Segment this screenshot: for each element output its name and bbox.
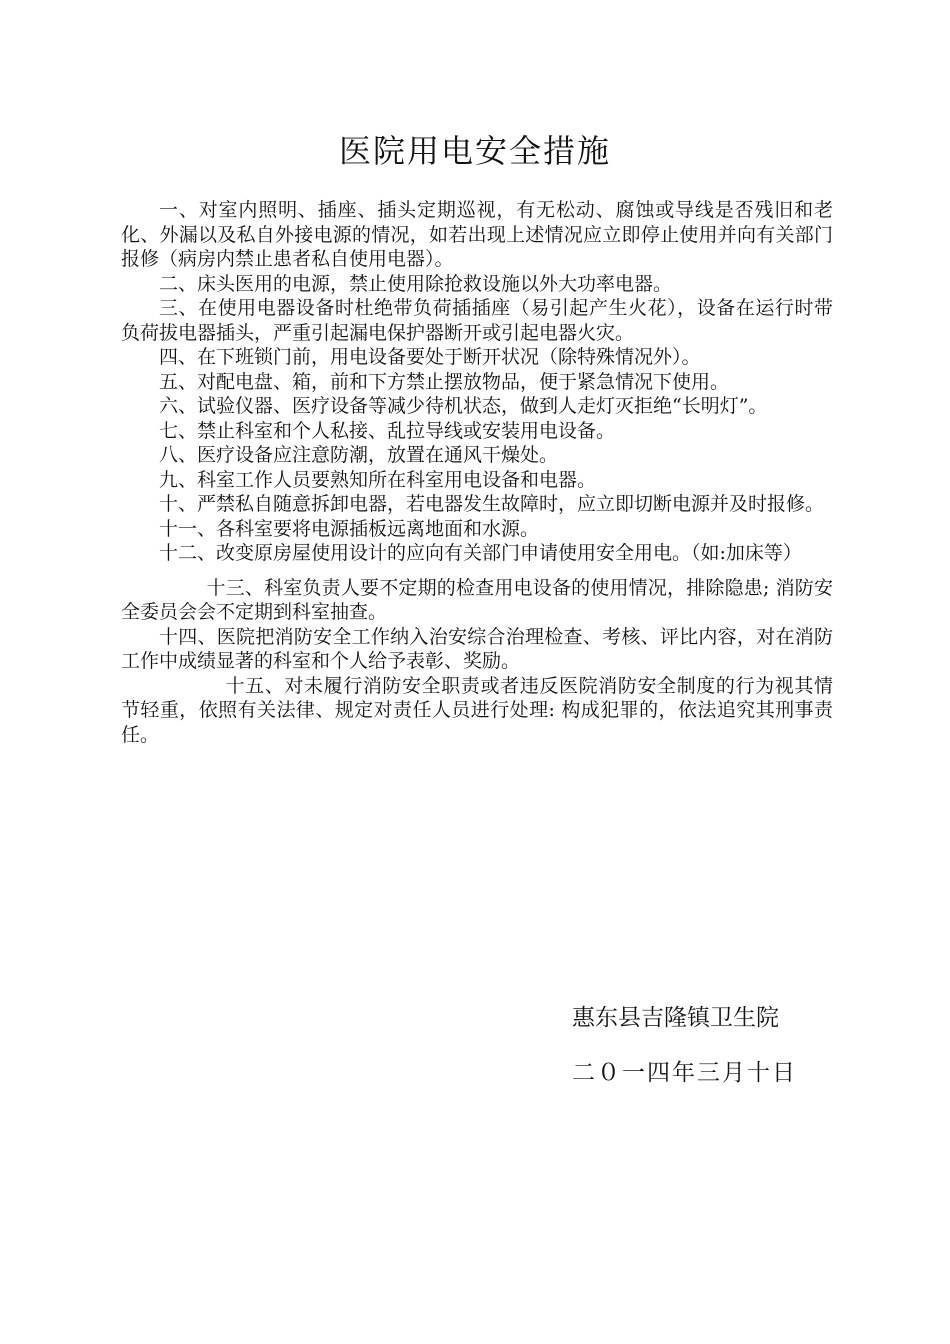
page-title: 医院用电安全措施 [338, 132, 611, 170]
paragraph-1: 一、对室内照明、插座、插头定期巡视，有无松动、腐蚀或导线是否残旧和老化、外漏以及私自外接电源的情况，如若出现上述情况应立即停止使用并向有关部门报修（病房内禁止患者私自使用电器）。 [121, 199, 833, 270]
paragraph-8: 八、医疗设备应注意防潮，放置在通风干燥处。 [159, 444, 559, 466]
signature-block [572, 1003, 797, 1088]
paragraph-14: 十四、医院把消防安全工作纳入治安综合治理检查、考核、评比内容，对在消防工作中成绩显著的科室和个人给予表彰、奖励。 [121, 625, 833, 672]
document-body [121, 198, 833, 747]
paragraph-7: 七、禁止科室和个人私接、乱拉导线或安装用电设备。 [159, 419, 616, 442]
paragraph-15: 十五、对未履行消防安全职责或者违反医院消防安全制度的行为视其情节轻重，依照有关法律、规定对责任人员进行处理: 构成犯罪的，依法追究其刑事责任。 [121, 674, 833, 746]
paragraph-10: 十、严禁私自随意拆卸电器，若电器发生故障时，应立即切断电源并及时报修。 [159, 493, 825, 515]
signature-date: 二０一四年三月十日 [572, 1060, 797, 1086]
paragraph-13: 十三、科室负责人要不定期的检查用电设备的使用情况，排除隐患; 消防安全委员会会不定期到科室抽查。 [121, 576, 833, 623]
paragraph-2: 二、床头医用的电源，禁止使用除抢救设施以外大功率电器。 [159, 272, 673, 295]
paragraph-5: 五、对配电盘、箱，前和下方禁止摆放物品，便于紧急情况下使用。 [159, 370, 730, 393]
signature-organization: 惠东县吉隆镇卫生院 [572, 1005, 779, 1031]
paragraph-12: 十二、改变原房屋使用设计的应向有关部门申请使用安全用电。（如:加床等） [159, 542, 802, 564]
paragraph-4: 四、在下班锁门前，用电设备要处于断开状况（除特殊情况外）。 [159, 346, 701, 368]
paragraph-6: 六、试验仪器、医疗设备等减少待机状态，做到人走灯灭拒绝“长明灯”。 [159, 395, 768, 417]
paragraph-11: 十一、各科室要将电源插板远离地面和水源。 [159, 517, 540, 540]
paragraph-3: 三、在使用电器设备时杜绝带负荷插插座（易引起产生火花），设备在运行时带负荷拔电器插头，严重引起漏电保护器断开或引起电器火灾。 [121, 297, 833, 344]
paragraph-9: 九、科室工作人员要熟知所在科室用电设备和电器。 [159, 468, 597, 491]
